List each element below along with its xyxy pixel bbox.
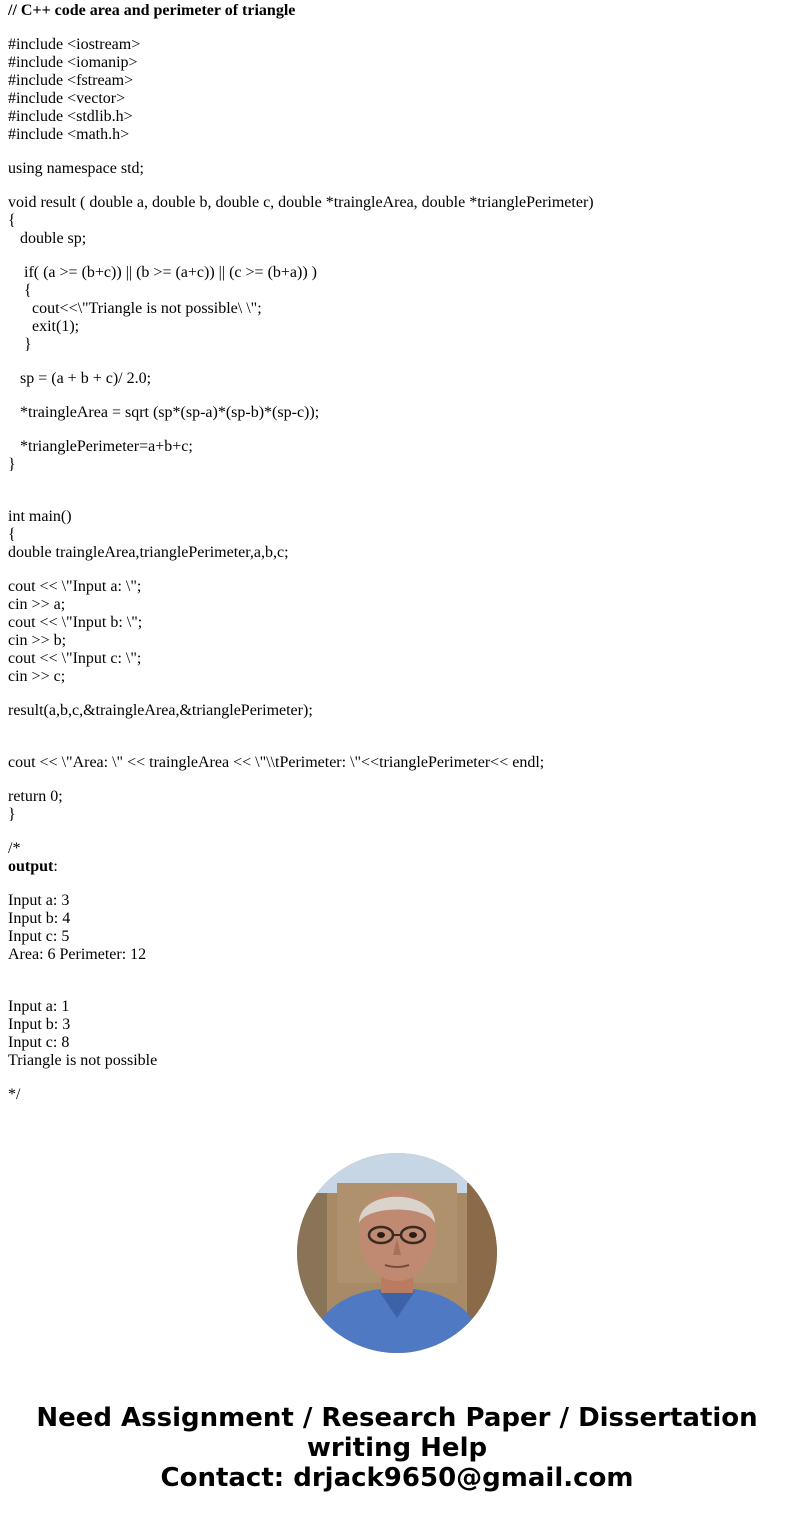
code-line: return 0; — [8, 788, 63, 805]
author-photo-icon — [297, 1153, 497, 1353]
include-line: #include <math.h> — [8, 126, 130, 143]
code-line: cin >> b; — [8, 632, 67, 649]
comment-close: */ — [8, 1086, 21, 1103]
code-line: double traingleArea,trianglePerimeter,a,b,c; — [8, 544, 289, 561]
code-line: double sp; — [8, 230, 87, 247]
code-line: *trianglePerimeter=a+b+c; — [8, 438, 193, 455]
code-line: } — [8, 336, 32, 353]
include-line: #include <vector> — [8, 90, 126, 107]
advertisement-banner — [0, 1403, 794, 1493]
code-line: sp = (a + b + c)/ 2.0; — [8, 370, 152, 387]
output-line: Input a: 1 — [8, 998, 70, 1015]
advert-line: Need Assignment / Research Paper / Dissertation — [36, 1403, 758, 1433]
code-line: if( (a >= (b+c)) || (b >= (a+c)) || (c >= (b+a)) ) — [8, 264, 317, 281]
using-namespace-line: using namespace std; — [8, 160, 144, 177]
code-line: cin >> a; — [8, 596, 66, 613]
advert-contact: Contact: drjack9650@gmail.com — [160, 1463, 634, 1493]
code-line: exit(1); — [8, 318, 80, 335]
include-line: #include <iomanip> — [8, 54, 138, 71]
output-line: Input a: 3 — [8, 892, 70, 909]
include-line: #include <stdlib.h> — [8, 108, 133, 125]
code-line: cin >> c; — [8, 668, 66, 685]
advert-line: writing Help — [306, 1433, 488, 1463]
code-line: { — [8, 526, 16, 543]
output-line: Input b: 4 — [8, 910, 71, 927]
code-line: *traingleArea = sqrt (sp*(sp-a)*(sp-b)*(sp-c)); — [8, 404, 320, 421]
code-line: result(a,b,c,&traingleArea,&trianglePerimeter); — [8, 702, 313, 719]
output-heading — [8, 858, 788, 876]
include-line: #include <fstream> — [8, 72, 134, 89]
include-line: #include <iostream> — [8, 36, 141, 53]
main-signature: int main() — [8, 508, 72, 525]
comment-open: /* — [8, 840, 21, 857]
code-document — [8, 2, 788, 1104]
code-line: cout << \"Area: \" << traingleArea << \"\\tPerimeter: \"<<trianglePerimeter<< endl; — [8, 754, 545, 771]
function-signature: void result ( double a, double b, double c, double *traingleArea, double *trianglePerimeter) — [8, 194, 594, 211]
code-line: cout << \"Input a: \"; — [8, 578, 142, 595]
code-line: } — [8, 806, 16, 823]
output-line: Area: 6 Perimeter: 12 — [8, 946, 147, 963]
output-line: Input b: 3 — [8, 1016, 71, 1033]
output-line: Input c: 5 — [8, 928, 70, 945]
output-line: Triangle is not possible — [8, 1052, 158, 1069]
code-line: { — [8, 282, 32, 299]
code-line: cout << \"Input b: \"; — [8, 614, 143, 631]
document-title: // C++ code area and perimeter of triangle — [8, 2, 296, 19]
output-colon: : — [53, 858, 58, 875]
code-line: cout << \"Input c: \"; — [8, 650, 142, 667]
code-line: cout<<\"Triangle is not possible\ \"; — [8, 300, 262, 317]
output-line: Input c: 8 — [8, 1034, 70, 1051]
output-label: output — [8, 858, 54, 875]
author-photo — [297, 1153, 497, 1353]
code-line: } — [8, 456, 16, 473]
code-line: { — [8, 212, 16, 229]
